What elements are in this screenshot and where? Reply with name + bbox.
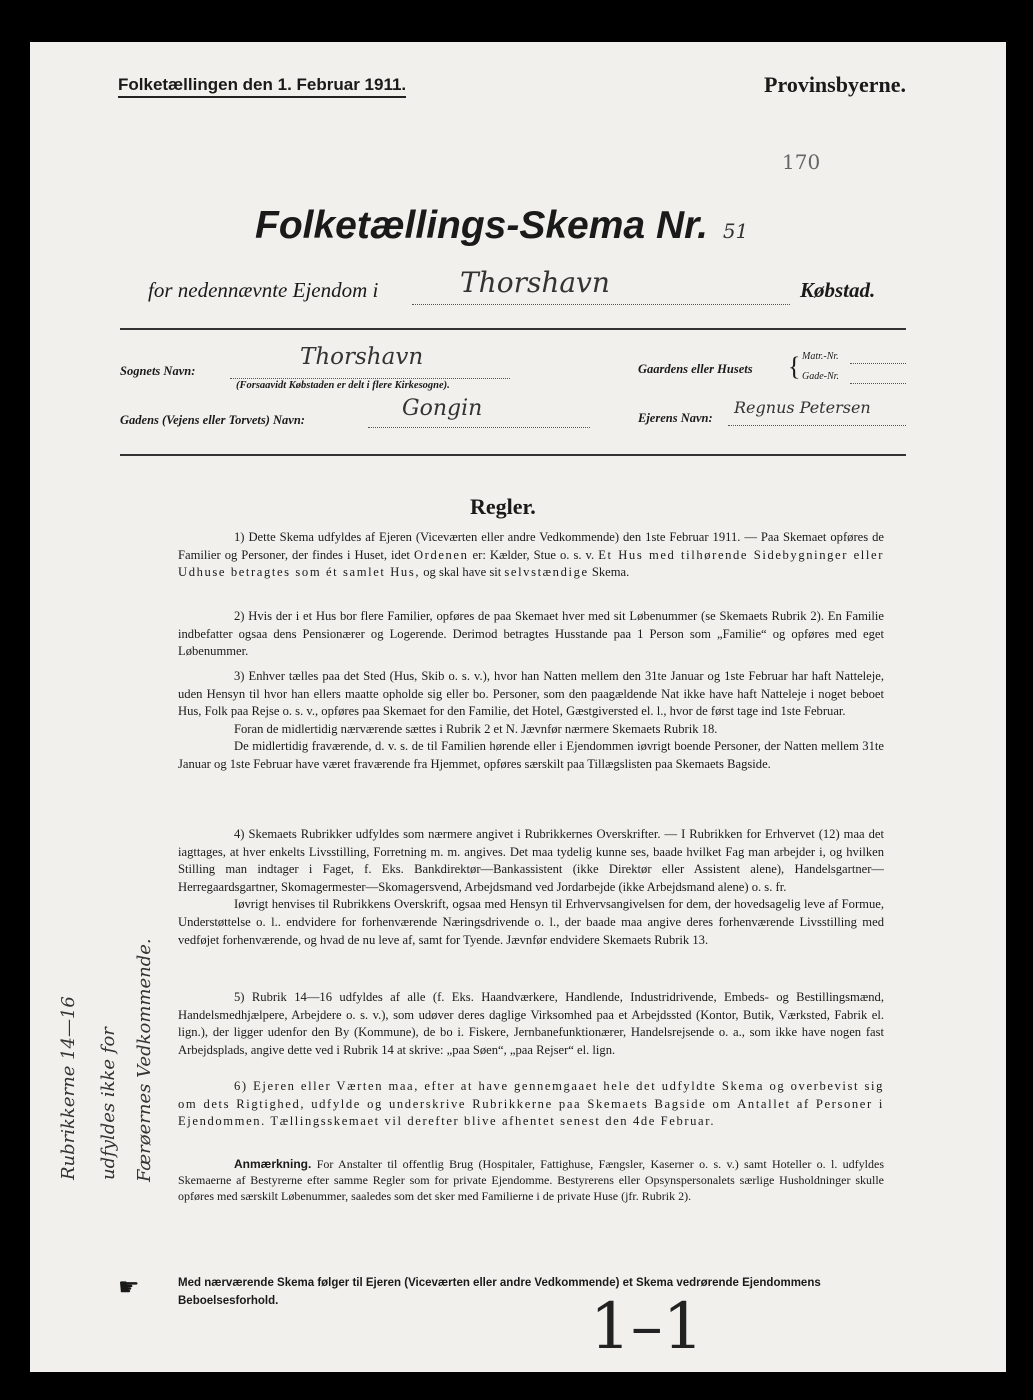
owner-label: Ejerens Navn: xyxy=(638,411,713,425)
rule-1 xyxy=(178,529,884,582)
form-title-text: Folketællings-Skema Nr. xyxy=(255,204,708,247)
census-form-page xyxy=(30,42,1006,1372)
rule-5 xyxy=(178,989,884,1059)
rule-3-text-b: Foran de midlertidig nærværende sættes i Rubrik 2 et N. Jævnfør nærmere Skemaets Rubrik 18. xyxy=(234,721,718,736)
side-note-line-3: Færøernes Vedkommende. xyxy=(134,938,155,1182)
rule-3-text-a: 3) Enhver tælles paa det Sted (Hus, Skib o. s. v.), hvor han Natten mellem den 31te Januar og 1ste Februar har haft Natteleje, uden Hensyn til hvor han ellers maatte opholde sig eller bo. Personer, som den paagældende Nat ikke have haft Natteleje i noget beboet Hus, Folk paa Rejse o. s. v., opføres paa Skemaet for den Familie, det Hotel, Gæstgiversted el. l., hvor de først tage ind 1ste Februar. xyxy=(178,669,884,719)
rule-1-text-a: 1) Dette Skema udfyldes af Ejeren (Viceværten eller andre Vedkommende) den 1ste Februar 1911. — Paa Skemaet opføres de Familier og Personer, der findes i Huset, idet xyxy=(178,530,884,562)
rule-4 xyxy=(178,826,884,949)
rules-heading: Regler. xyxy=(470,494,536,519)
parish-value: Thorshavn xyxy=(300,344,424,370)
handwritten-count: 1–1 xyxy=(590,1290,704,1364)
rule-1-text-g: Skema. xyxy=(591,565,630,580)
rule-2-text: 2) Hvis der i et Hus bor flere Familier, opføres de paa Skemaet hver med sit Løbenummer (se Skemaets Rubrik 2). En Familie indbefatter ogsaa dens Pensionærer og Logerende. Derimod betragtes Husstande paa 1 Person som „Familie“ og opføres med eget Løbenummer. xyxy=(178,609,884,659)
rule-1-text-d: Et Hus med tilhørende Sidebygninger eller Udhuse betragtes som ét samlet Hus, xyxy=(178,547,884,580)
note xyxy=(178,1156,884,1204)
form-number: 51 xyxy=(722,219,749,243)
street-value: Gongin xyxy=(402,396,483,421)
side-note-line-2: udfyldes ikke for xyxy=(98,1027,119,1180)
gade-label: Gade-Nr. xyxy=(802,371,839,382)
matr-line xyxy=(850,351,906,364)
rule-3 xyxy=(178,668,884,774)
rule-6-text: 6) Ejeren eller Værten maa, efter at have gennemgaaet hele det udfyldte Skema og overbevist sig om dets Rigtighed, udfylde og underskrive Rubrikkerne paa Skemaets Bagside om Antallet af Personer i Ejendommen. Tællingsskemaet vil derefter blive afhentet senest den 4de Februar. xyxy=(178,1079,884,1129)
matr-label: Matr.-Nr. xyxy=(802,351,839,362)
rule-2 xyxy=(178,608,884,661)
house-brace: { xyxy=(788,352,801,381)
form-title xyxy=(255,204,748,248)
rule-1-text-f: selvstændige xyxy=(504,565,589,580)
property-prefix: for nedennævnte Ejendom i xyxy=(148,278,379,302)
page-number: 170 xyxy=(782,150,821,174)
rule-4-text-b: Iøvrigt henvises til Rubrikkens Overskrift, ogsaa med Hensyn til Erhvervsangivelsen for dem, der hovedsagelig leve af Formue, Understøttelse o. l.. endvidere for forhenværende Næringsdrivende o. l., der baade maa angive deres forhenværende Livsstilling med vedføjet forhenværende, og hvad de nu leve af, samt for Tyende. Jævnfør endvidere Skemaets Rubrik 13. xyxy=(178,897,884,947)
rule-4-text-a: 4) Skemaets Rubrikker udfyldes som nærmere angivet i Rubrikkernes Overskrifter. — I Rubrikken for Erhvervet (12) maa det iagttages, at hver enkelts Livsstilling, Forretning m. m. angives. Det maa tydelig kunne ses, baade hvilket Fag man arbejder i, og hvilken Stilling man indtager i Faget, f. Eks. Bankdirektør—Bankassistent (ikke Direktør eller Assistent alene), Handelsgartner—Herregaardsgartner, Skomagermester—Skomagersvend, Arbejdsmand ved Jordarbejde (ikke Arbejdsmand alene) o. s. fr. xyxy=(178,827,884,894)
gade-line xyxy=(850,371,906,384)
parish-label: Sognets Navn: xyxy=(120,364,196,378)
property-suffix: Købstad. xyxy=(800,278,876,302)
house-label: Gaardens eller Husets xyxy=(638,362,753,376)
rule-1-text-b: Ordenen xyxy=(413,547,469,562)
region-label: Provinsbyerne. xyxy=(764,72,906,97)
header-rule-top xyxy=(120,328,906,330)
note-text: For Anstalter til offentlig Brug (Hospitaler, Fattighuse, Fængsler, Kaserner o. s. v.) samt Hoteller o. l. udfyldes Skemaerne af Bestyrerne efter samme Regler som for private Ejendomme. Bestyrerens eller Opsynspersonalets særlige Husholdninger skulle opføres med særskilt Løbenummer, saaledes som det sker med Familierne i de private Huse (jfr. Rubrik 2). xyxy=(178,1157,884,1203)
header-rule-bottom xyxy=(120,454,906,456)
note-label: Anmærkning. xyxy=(234,1157,312,1171)
footer-notice: Med nærværende Skema følger til Ejeren (Viceværten eller andre Vedkommende) et Skema vedrørende Ejendommens Beboelsesforhold. xyxy=(178,1277,821,1307)
side-note-line-1: Rubrikkerne 14—16 xyxy=(58,996,79,1180)
census-header-left: Folketællingen den 1. Februar 1911. xyxy=(118,75,406,98)
rule-6 xyxy=(178,1078,884,1131)
parish-note: (Forsaavidt Købstaden er delt i flere Kirkesogne). xyxy=(236,380,450,391)
rule-5-text: 5) Rubrik 14—16 udfyldes af alle (f. Eks. Haandværkere, Handlende, Industridrivende, Embeds- og Bestillingsmænd, Handelsmedhjælpere, Arbejdere o. s. v.), som udøver deres daglige Virksomhed paa et Arbejdssted (Kontor, Butik, Værksted, Fabrik el. lign.), der ligger udenfor den By (Kommune), de bo i. Fiskere, Jernbanefunktionærer, Handelsrejsende o. a., som ikke have nogen fast Arbejdsplads, angive dette ved i Rubrik 14 at skrive: „paa Søen“, „paa Rejser“ el. lign. xyxy=(178,990,884,1057)
rule-3-text-c: De midlertidig fraværende, d. v. s. de til Familien hørende eller i Ejendommen iøvrigt boende Personer, der Natten mellem 31te Januar og 1ste Februar have været fraværende fra Hjemmet, opføres særskilt paa Tillægslisten paa Skemaets Bagside. xyxy=(178,739,884,771)
street-label: Gadens (Vejens eller Torvets) Navn: xyxy=(120,413,305,427)
rule-1-text-e: og skal have sit xyxy=(423,565,502,580)
town-name: Thorshavn xyxy=(460,266,610,299)
owner-value: Regnus Petersen xyxy=(734,398,871,417)
pointing-hand-icon: ☛ xyxy=(118,1275,140,1301)
rule-1-text-c: er: Kælder, Stue o. s. v. xyxy=(472,547,595,562)
